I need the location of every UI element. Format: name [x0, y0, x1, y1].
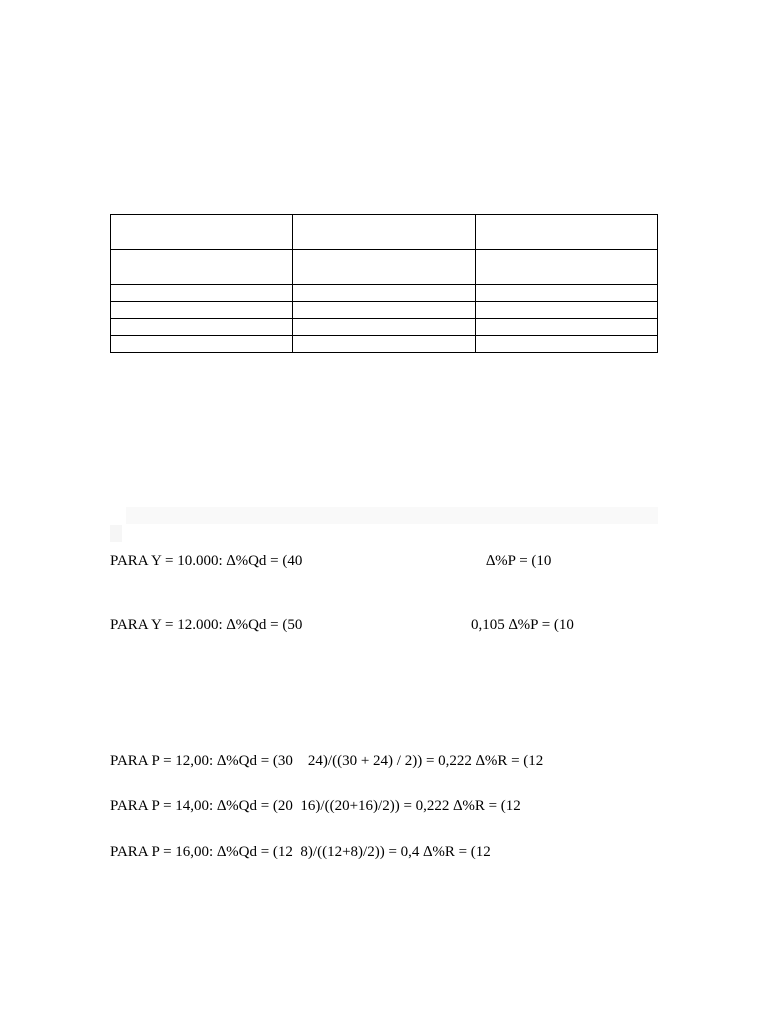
income-line-2-right: 0,105 ∆%P = (10	[471, 617, 574, 633]
table-row	[111, 250, 658, 285]
price-line-1: PARA P = 12,00: ∆%Qd = (30 24)/((30 + 24) / 2)) = 0,222 ∆%R = (12	[110, 753, 544, 769]
shaded-chip	[110, 525, 122, 542]
data-table	[110, 214, 658, 353]
table-cell	[293, 319, 475, 336]
table-row	[111, 285, 658, 302]
table-cell	[475, 250, 657, 285]
table-cell	[111, 215, 293, 250]
table-cell	[475, 319, 657, 336]
table-cell	[111, 336, 293, 353]
income-line-1-right: ∆%P = (10	[486, 553, 552, 569]
table-row	[111, 336, 658, 353]
price-line-3: PARA P = 16,00: ∆%Qd = (12 8)/((12+8)/2)) = 0,4 ∆%R = (12	[110, 844, 491, 860]
table-cell	[293, 215, 475, 250]
table-cell	[293, 250, 475, 285]
price-line-2: PARA P = 14,00: ∆%Qd = (20 16)/((20+16)/2)) = 0,222 ∆%R = (12	[110, 798, 521, 814]
table-cell	[475, 285, 657, 302]
table-row	[111, 215, 658, 250]
table-cell	[475, 215, 657, 250]
table-row	[111, 302, 658, 319]
shaded-band	[126, 507, 658, 524]
table-cell	[293, 285, 475, 302]
table-row	[111, 319, 658, 336]
table-cell	[475, 302, 657, 319]
table-cell	[293, 336, 475, 353]
income-line-1-left: PARA Y = 10.000: ∆%Qd = (40	[110, 553, 303, 569]
table-cell	[111, 285, 293, 302]
table-cell	[111, 319, 293, 336]
table-cell	[111, 302, 293, 319]
table-cell	[111, 250, 293, 285]
income-line-2-left: PARA Y = 12.000: ∆%Qd = (50	[110, 617, 303, 633]
table-cell	[475, 336, 657, 353]
table-cell	[293, 302, 475, 319]
